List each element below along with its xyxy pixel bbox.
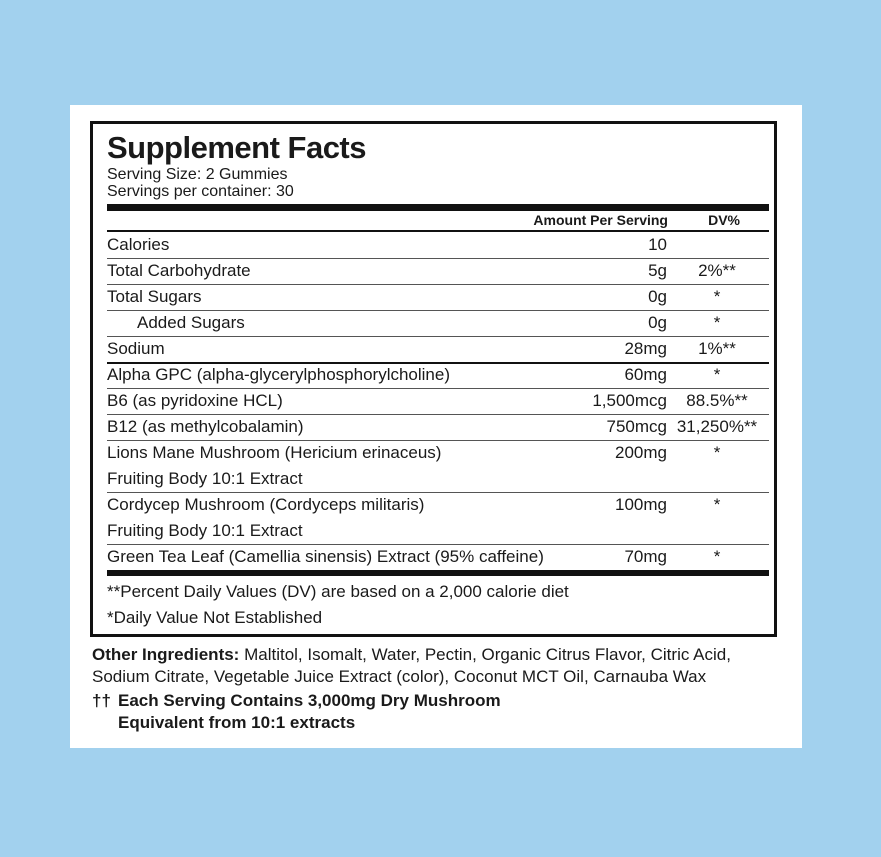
panel-title: Supplement Facts — [107, 130, 366, 165]
footnote-not-established: *Daily Value Not Established — [107, 608, 323, 627]
other-ingredients-label: Other Ingredients: — [92, 645, 240, 664]
nutrient-name: B12 (as methylcobalamin) — [107, 417, 304, 436]
thick-divider — [107, 570, 769, 576]
supplement-facts-panel — [90, 121, 777, 637]
other-ingredients — [92, 644, 792, 688]
nutrient-dv: * — [713, 287, 721, 306]
nutrient-amount: 200mg — [615, 443, 667, 462]
nutrient-name: Total Carbohydrate — [107, 261, 251, 280]
dagger-symbol: †† — [92, 691, 111, 710]
nutrient-amount: 60mg — [624, 365, 667, 384]
table-row — [107, 336, 769, 362]
nutrient-dv: 88.5%** — [686, 391, 748, 410]
nutrient-name-line2: Fruiting Body 10:1 Extract — [107, 469, 303, 488]
nutrient-dv: 31,250%** — [676, 417, 758, 436]
table-row — [107, 492, 769, 544]
nutrient-name: Total Sugars — [107, 287, 202, 306]
mushroom-note — [92, 690, 501, 734]
nutrient-name: B6 (as pyridoxine HCL) — [107, 391, 283, 410]
label-card — [70, 105, 802, 748]
table-row — [107, 362, 769, 388]
nutrient-dv: 2%** — [698, 261, 736, 280]
nutrient-name: Cordycep Mushroom (Cordyceps militaris) — [107, 495, 425, 514]
nutrient-name: Lions Mane Mushroom (Hericium erinaceus) — [107, 443, 442, 462]
thick-divider — [107, 204, 769, 211]
other-ingredients-text: Maltitol, Isomalt, Water, Pectin, Organic Citrus Flavor, Citric Acid, Sodium Citrate, Vegetable Juice Extract (color), Coconut MCT Oil, Carnauba Wax — [92, 645, 731, 686]
nutrient-name: Green Tea Leaf (Camellia sinensis) Extract (95% caffeine) — [107, 547, 544, 566]
nutrient-dv: * — [713, 547, 721, 566]
table-row — [107, 232, 769, 258]
nutrient-amount: 28mg — [624, 339, 667, 358]
nutrient-amount: 70mg — [624, 547, 667, 566]
table-row — [107, 544, 769, 570]
nutrient-dv: 1%** — [698, 339, 736, 358]
nutrient-name: Added Sugars — [137, 313, 245, 332]
note-line2: Equivalent from 10:1 extracts — [118, 713, 356, 732]
dv-header: DV% — [708, 212, 740, 228]
servings-per-container: Servings per container: 30 — [107, 183, 294, 200]
table-row — [107, 388, 769, 414]
nutrient-amount: 10 — [648, 235, 667, 254]
amount-header: Amount Per Serving — [533, 212, 668, 228]
nutrient-name: Alpha GPC (alpha-glycerylphosphorylcholine) — [107, 365, 451, 384]
table-row — [107, 440, 769, 492]
table-row — [107, 258, 769, 284]
table-row — [107, 414, 769, 440]
nutrient-amount: 1,500mcg — [592, 391, 667, 410]
table-row — [107, 284, 769, 310]
nutrient-dv: * — [713, 443, 721, 462]
nutrient-amount: 5g — [648, 261, 667, 280]
nutrient-amount: 0g — [648, 313, 667, 332]
table-row — [107, 310, 769, 336]
nutrient-amount: 750mcg — [606, 417, 667, 436]
nutrient-dv: * — [713, 365, 721, 384]
footnote-dv: **Percent Daily Values (DV) are based on a 2,000 calorie diet — [107, 582, 569, 601]
note-line1: Each Serving Contains 3,000mg Dry Mushroom — [118, 691, 501, 710]
nutrient-amount: 0g — [648, 287, 667, 306]
nutrient-amount: 100mg — [615, 495, 667, 514]
nutrient-dv: * — [713, 313, 721, 332]
serving-size: Serving Size: 2 Gummies — [107, 166, 288, 183]
nutrient-name: Sodium — [107, 339, 165, 358]
nutrient-dv: * — [713, 495, 721, 514]
nutrient-name: Calories — [107, 235, 170, 254]
nutrient-name-line2: Fruiting Body 10:1 Extract — [107, 521, 303, 540]
